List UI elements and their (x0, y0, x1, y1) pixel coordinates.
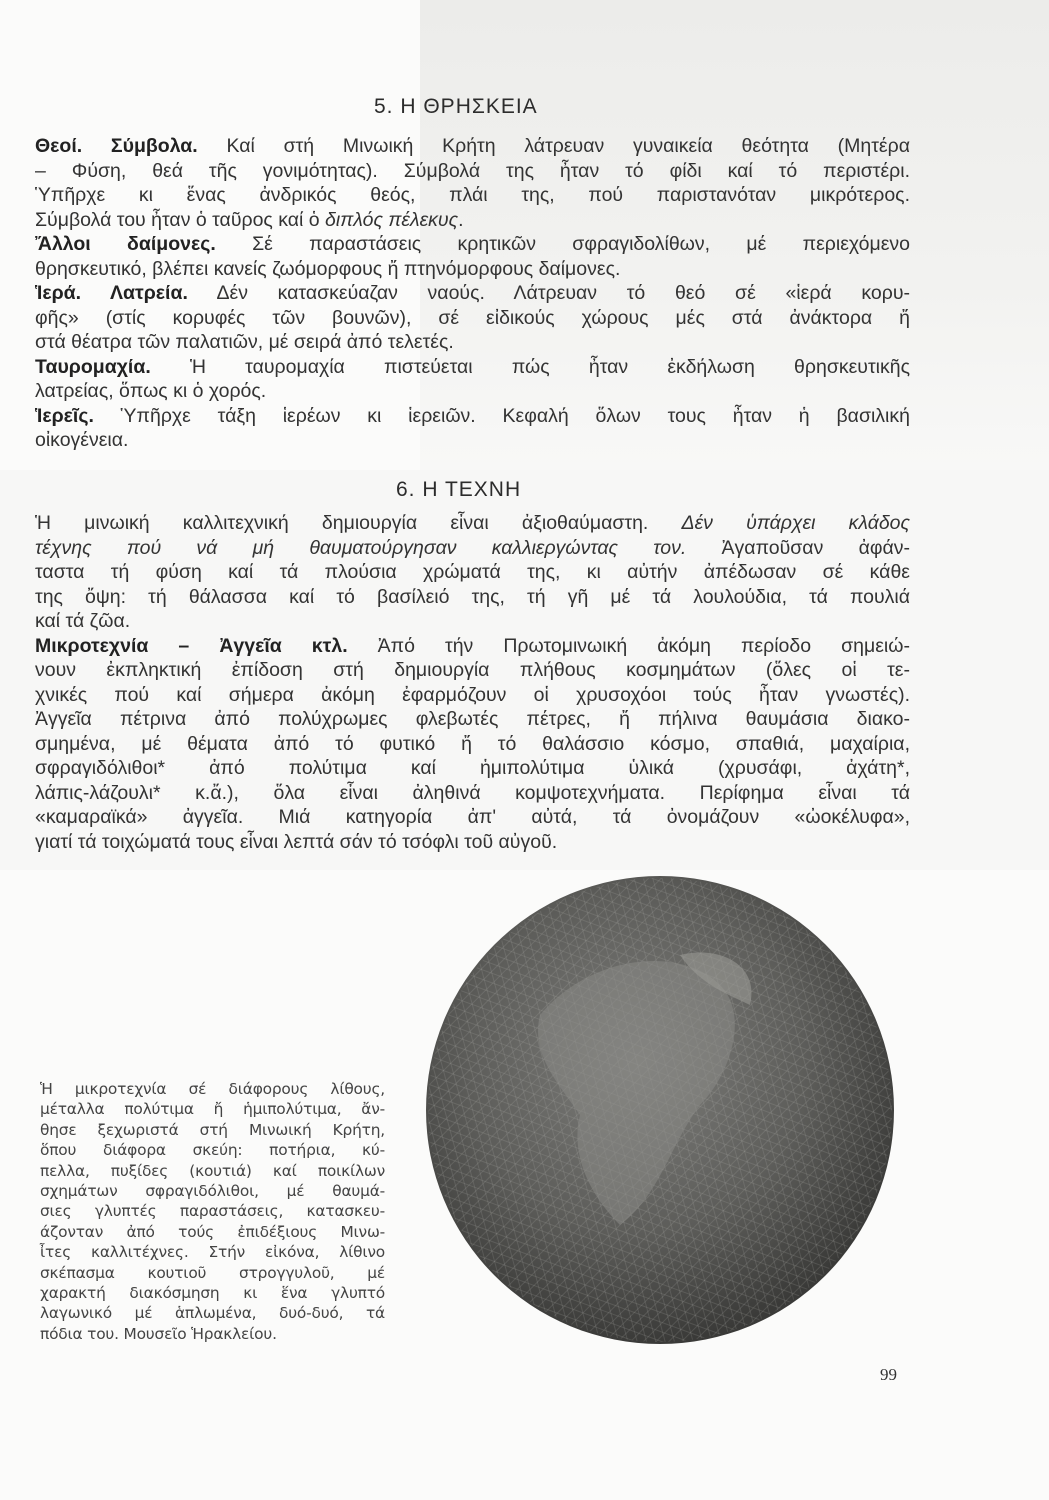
text-line (35, 160, 910, 183)
body-text: σφραγιδόλιθοι* ἀπό πολύτιμα καί ἡμιπολύτιμα ὑλικά (χρυσάφι, ἀχάτη*, (35, 757, 910, 779)
text-line (35, 610, 910, 633)
text-line (35, 733, 910, 756)
caption-line: άζονταν ἀπό τούς ἐπιδέξιους Μινω- (40, 1222, 385, 1241)
body-text: Ἡ ταυρομαχία πιστεύεται πώς ἦταν ἐκδήλωση θρησκευτικῆς (150, 355, 910, 378)
body-text: – Φύση, θεά τῆς γονιμότητας). Σύμβολά της ἦταν τό φίδι καί τό περιστέρι. (35, 159, 910, 182)
body-text: «καμαραϊκά» ἀγγεῖα. Μιά κατηγορία ἀπ' αὐτά, τά ὀνομάζουν «ὠοκέλυφα», (35, 806, 910, 828)
text-line (35, 331, 910, 354)
body-text: Ὑπῆρχε κι ἕνας ἀνδρικός θεός, πλάι της, πού παριστανόταν μικρότερος. (35, 184, 910, 206)
run-in-heading: Ἱερεῖς. (35, 404, 94, 427)
text-line (35, 512, 910, 535)
text-line (35, 282, 910, 305)
text-line (35, 258, 910, 281)
caption-line: μέταλλα πολύτιμα ἤ ἡμιπολύτιμα, ἄν- (40, 1100, 385, 1119)
stone-lid-photo (420, 865, 910, 1355)
run-in-heading: Ἄλλοι δαίμονες. (35, 233, 216, 255)
text-line (35, 429, 910, 452)
body-text: Ὑπῆρχε τάξη ἱερέων κι ἱερειῶν. Κεφαλή ὅλων τους ἦταν ἡ βασιλική (93, 404, 910, 427)
caption-line: ἶτες καλλιτέχνες. Στήν εἰκόνα, λίθινο (40, 1243, 385, 1262)
run-in-heading: Ἱερά. Λατρεία. (35, 282, 188, 304)
text-line (35, 184, 910, 207)
section-heading-religion: 5. Η ΘΡΗΣΚΕΙΑ (374, 95, 538, 118)
body-text: Καί στή Μινωική Κρήτη λάτρευαν γυναικεία θεότητα (Μητέρα (197, 135, 910, 157)
caption-line: ὅπου διάφορα σκεύη: ποτήρια, κύ- (40, 1141, 385, 1160)
text-line (35, 708, 910, 731)
body-text: σμημένα, μέ θέματα ἀπό τό φυτικό ἤ τό θαλάσσιο κόσμο, σπαθιά, μαχαίρια, (35, 732, 910, 755)
emphasis-text: τέχνης πού νά μή θαυματούργησαν καλλιεργώντας τον. (35, 536, 687, 559)
caption-line: λαγωνικό μέ ἁπλωμένα, δυό-δυό, τά (40, 1304, 385, 1323)
body-text: καί τά ζῶα. (35, 610, 131, 632)
body-text: νουν ἐκπληκτική ἐπίδοση στή δημιουργία πλήθους κοσμημάτων (ὅλες οἱ τε- (35, 659, 910, 681)
caption-line: σιες γλυπτές παραστάσεις, κατασκευ- (40, 1202, 385, 1221)
body-text: Ἡ μινωική καλλιτεχνική δημιουργία εἶναι ἀξιοθαύμαστη. (35, 512, 682, 534)
text-line (35, 405, 910, 428)
body-text: Σέ παραστάσεις κρητικῶν σφραγιδολίθων, μέ περιεχόμενο (215, 233, 910, 255)
text-line (35, 356, 910, 379)
body-text: Δέν κατασκεύαζαν ναούς. Λάτρευαν τό θεό σέ «ἱερά κορυ- (187, 282, 910, 304)
text-line (35, 635, 910, 658)
caption-line: πόδια του. Μουσεῖο Ἡρακλείου. (40, 1324, 277, 1343)
caption-line: θησε ξεχωριστά στή Μινωική Κρήτη, (40, 1120, 385, 1139)
body-text: . (458, 208, 464, 231)
body-text: ταστα τή φύση καί τά πλούσια χρώματά της, κι αὐτήν ἀπέδωσαν σέ κάθε (35, 561, 910, 583)
body-text: της ὄψη: τή θάλασσα καί τό βασίλειό της, τή γῆ μέ τά λουλούδια, τά πουλιά (35, 585, 910, 608)
text-line (35, 806, 910, 829)
text-line (35, 831, 910, 854)
caption-line: Ἡ μικροτεχνία σέ διάφορους λίθους, (40, 1080, 385, 1098)
run-in-heading: Ταυρομαχία. (35, 355, 151, 378)
emphasis-text: διπλός πέλεκυς (325, 208, 459, 231)
run-in-heading: Μικροτεχνία – Ἀγγεῖα κτλ. (35, 634, 348, 657)
body-text: χνικές πού καί σήμερα ἀκόμη ἐφαρμόζουν οἱ χρυσοχόοι τούς ἦταν γνωστές). (35, 683, 910, 706)
emphasis-text: Δέν ὑπάρχει κλάδος (681, 512, 910, 534)
body-text: Σύμβολά του ἦταν ὁ ταῦρος καί ὁ (35, 208, 326, 231)
text-line (35, 684, 910, 707)
text-line (35, 537, 910, 560)
body-text: λάπις-λάζουλι* κ.ἄ.), ὅλα εἶναι ἀληθινά κομψοτεχνήματα. Περίφημα εἶναι τά (35, 781, 910, 804)
caption-line: σχημάτων σφραγιδόλιθοι, μέ θαυμά- (40, 1182, 385, 1200)
text-line (35, 561, 910, 584)
body-text: Ἀπό τήν Πρωτομινωική ἀκόμη περίοδο σημειώ- (347, 634, 910, 657)
text-line (35, 586, 910, 609)
run-in-heading: Θεοί. Σύμβολα. (35, 135, 198, 157)
text-line (35, 307, 910, 330)
body-text: θρησκευτικό, βλέπει κανείς ζωόμορφους ἤ πτηνόμορφους δαίμονες. (35, 257, 621, 280)
body-text: Ἀγαποῦσαν ἀφάν- (686, 536, 911, 559)
text-line (35, 233, 910, 256)
caption-line: χαρακτή διακόσμηση κι ἕνα γλυπτό (40, 1284, 385, 1302)
caption-line: πελλα, πυξίδες (κουτιά) καί ποικίλων (40, 1161, 385, 1180)
text-line (35, 380, 910, 403)
text-line (35, 659, 910, 682)
body-text: λατρείας, ὅπως κι ὁ χορός. (35, 380, 267, 402)
body-text: οἰκογένεια. (35, 429, 129, 451)
body-text: στά θέατρα τῶν παλατιῶν, μέ σειρά ἀπό τελετές. (35, 331, 454, 353)
body-text: φῆς» (στίς κορυφές τῶν βουνῶν), σέ εἰδικούς χώρους μές στά ἀνάκτορα ἤ (35, 306, 910, 329)
caption-line: σκέπασμα κουτιοῦ στρογγυλοῦ, μέ (40, 1263, 385, 1282)
body-text: γιατί τά τοιχώματά τους εἶναι λεπτά σάν τό τσόφλι τοῦ αὐγοῦ. (35, 830, 558, 853)
text-line (35, 209, 910, 232)
body-text: Ἀγγεῖα πέτρινα ἀπό πολύχρωμες φλεβωτές πέτρες, ἤ πήλινα θαυμάσια διακο- (35, 708, 910, 730)
text-line (35, 757, 910, 780)
section-heading-art: 6. Η ΤΕΧΝΗ (396, 478, 522, 501)
page-number: 99 (880, 1365, 897, 1384)
text-line (35, 782, 910, 805)
text-line (35, 135, 910, 158)
